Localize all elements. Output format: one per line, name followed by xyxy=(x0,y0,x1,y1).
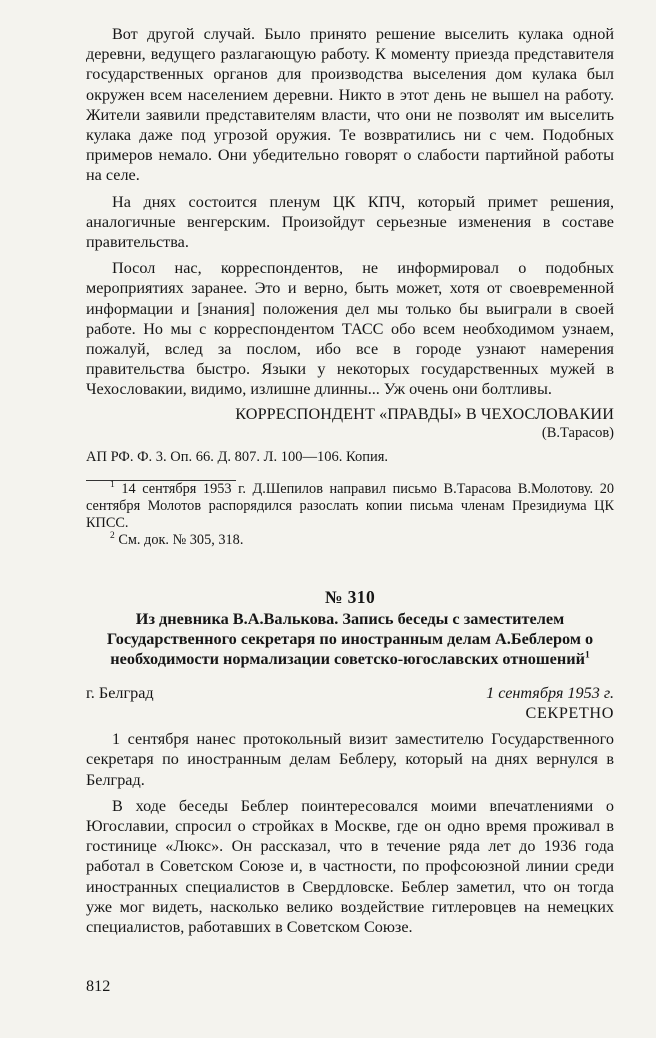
document-number: № 310 xyxy=(324,586,376,607)
body-paragraph: На днях состоится пленум ЦК КПЧ, который примет решения, аналогичные венгерским. Произойдут серьезные изменения в составе правительства. xyxy=(86,192,614,252)
document-date: 1 сентября 1953 г. xyxy=(486,684,614,703)
footnote xyxy=(86,532,614,549)
signature-title: КОРРЕСПОНДЕНТ «ПРАВДЫ» В ЧЕХОСЛОВАКИИ xyxy=(235,404,614,423)
title-footnote-mark: 1 xyxy=(584,650,590,661)
archive-reference: АП РФ. Ф. 3. Оп. 66. Д. 807. Л. 100—106. Копия. xyxy=(86,448,389,465)
document-title-text: Из дневника В.А.Валькова. Запись беседы с заместителем Государственного секретаря по иностранным делам А.Беблером о необходимости нормализации советско-югославских отношений xyxy=(106,608,594,669)
place-date-line xyxy=(86,683,614,703)
signature-name: (В.Тарасов) xyxy=(541,424,614,441)
footnote-mark: 1 xyxy=(110,479,115,490)
body-paragraph: Посол нас, корреспондентов, не информировал о подобных мероприятиях заранее. Это и верно, быть может, хотя от своевременной информации и [знания] положения дел мы только бы выиграли в своей работе. Но мы с корреспондентом ТАСС обо всем необходимом узнаем, пожалуй, вслед за послом, ибо все в городе узнают намерения правительства быстро. Языки у некоторых государственных мужей в Чехословакии, видимо, излишне длинны... Уж очень они болтливы. xyxy=(86,259,614,399)
footnote-text: См. док. № 305, 318. xyxy=(114,531,244,548)
classification-stamp: СЕКРЕТНО xyxy=(525,704,614,723)
document-title xyxy=(86,609,614,670)
body-paragraph: Вот другой случай. Было принято решение выселить кулака одной деревни, ведущего разлагающую работу. К моменту приезда представителя государственных органов для производства выселения дом кулака был окружен всем населением деревни. Никто в этот день не вышел на работу. Жители заявили представителям власти, что они не позволят им выселить кулака даже под угрозой оружия. Те возвратились ни с чем. Подобных примеров немало. Они убедительно говорят о слабости партийной работы на селе. xyxy=(86,25,614,185)
document-place: г. Белград xyxy=(86,684,154,703)
body-paragraph: 1 сентября нанес протокольный визит заместителю Государственного секретаря по иностранным делам Беблеру, который на днях вернулся в Белград. xyxy=(86,730,614,789)
footnote-mark: 2 xyxy=(110,530,115,541)
body-paragraph: В ходе беседы Беблер поинтересовался моими впечатлениями о Югославии, спросил о стройках в Москве, где он одно время проживал в гостинице «Люкс». Он рассказал, что в течение ряда лет до 1936 года работал в Советском Союзе и, в частности, по профсоюзной линии среди иностранных специалистов в Свердловске. Беблер заметил, что он тогда уже мог видеть, насколько велико воздействие гитлеровцев на немецких специалистов, работавших в Советском Союзе. xyxy=(86,796,614,937)
footnote xyxy=(86,481,614,532)
page-number: 812 xyxy=(86,977,111,995)
footnote-text: 14 сентября 1953 г. Д.Шепилов направил письмо В.Тарасова В.Молотову. 20 сентября Молотов распорядился разослать копии письма членам Президиума ЦК КПСС. xyxy=(86,480,614,531)
